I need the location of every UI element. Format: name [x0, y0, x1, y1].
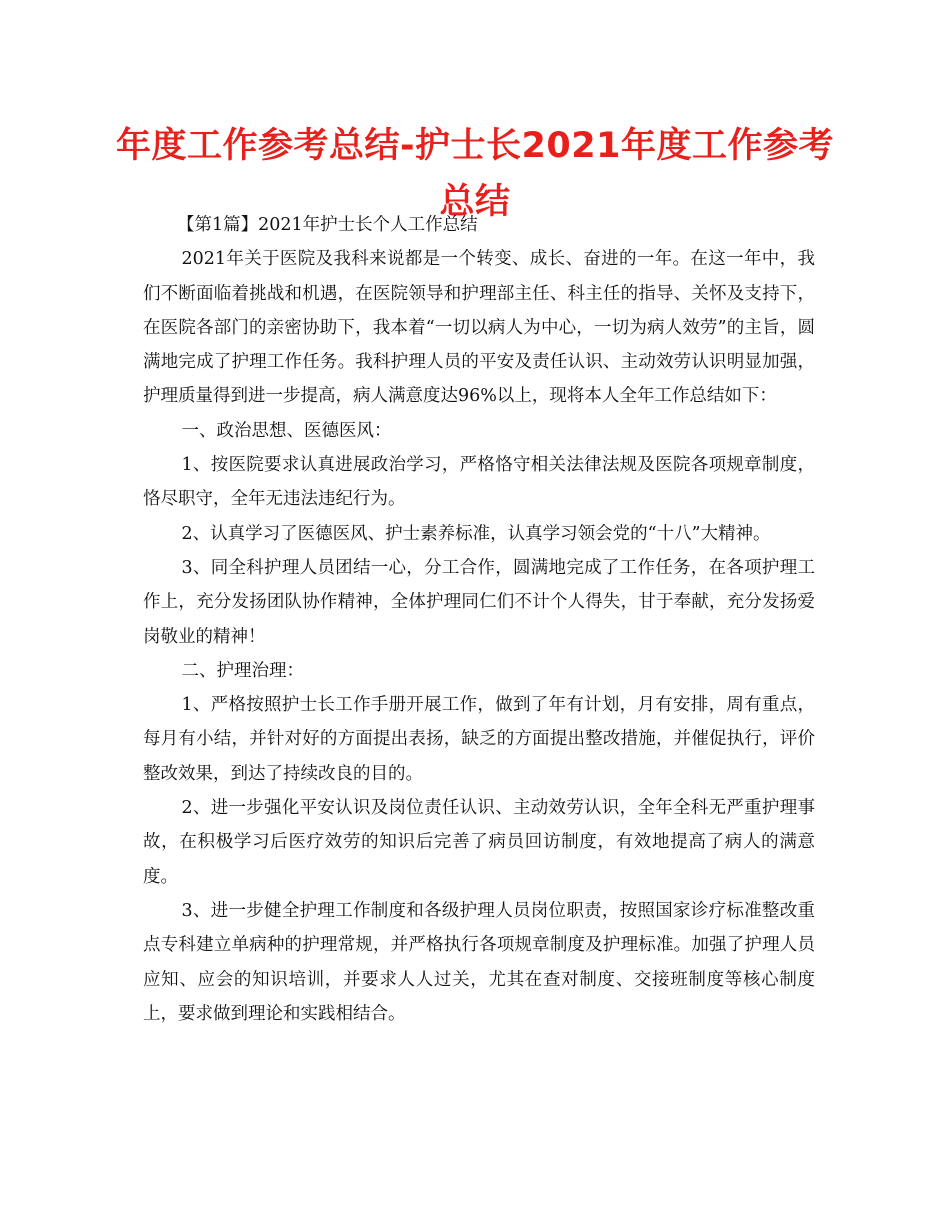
heading-nursing: 二、护理治理： [181, 660, 304, 681]
document-body [143, 208, 815, 1031]
paragraph-nursing-2: 2、进一步强化平安认识及岗位责任认识、主动效劳认识，全年全科无严重护理事故，在积极学习后医疗效劳的知识后完善了病员回访制度，有效地提高了病人的满意度。 [143, 798, 815, 887]
paragraph-nursing-1: 1、严格按照护士长工作手册开展工作，做到了年有计划，月有安排，周有重点，每月有小结，并针对好的方面提出表扬，缺乏的方面提出整改措施，并催促执行，评价整改效果，到达了持续改良的目的。 [143, 695, 815, 784]
paragraph-politics-2: 2、认真学习了医德医风、护士素养标准，认真学习领会党的“十八”大精神。 [181, 523, 771, 544]
paragraph-intro: 2021年关于医院及我科来说都是一个转变、成长、奋进的一年。在这一年中，我们不断面临着挑战和机遇，在医院领导和护理部主任、科主任的指导、关怀及支持下，在医院各部门的亲密协助下，我本着“一切以病人为中心，一切为病人效劳”的主旨，圆满地完成了护理工作任务。我科护理人员的平安及责任认识、主动效劳认识明显加强，护理质量得到进一步提高，病人满意度达96%以上，现将本人全年工作总结如下： [143, 249, 815, 407]
paragraph-nursing-3: 3、进一步健全护理工作制度和各级护理人员岗位职责，按照国家诊疗标准整改重点专科建立单病种的护理常规，并严格执行各项规章制度及护理标准。加强了护理人员应知、应会的知识培训，并要求人人过关，尤其在查对制度、交接班制度等核心制度上，要求做到理论和实践相结合。 [143, 900, 815, 1024]
paragraph-politics-1: 1、按医院要求认真进展政治学习，严格恪守相关法律法规及医院各项规章制度，恪尽职守，全年无违法违纪行为。 [143, 455, 815, 510]
paragraph-politics-3: 3、同全科护理人员团结一心，分工合作，圆满地完成了工作任务，在各项护理工作上，充分发扬团队协作精神，全体护理同仁们不计个人得失，甘于奉献，充分发扬爱岗敬业的精神！ [143, 557, 815, 647]
document-title: 年度工作参考总结-护士长2021年度工作参考总结 [116, 126, 834, 222]
section-heading: 【第1篇】2021年护士长个人工作总结 [177, 215, 478, 235]
heading-politics: 一、政治思想、医德医风： [181, 420, 392, 441]
